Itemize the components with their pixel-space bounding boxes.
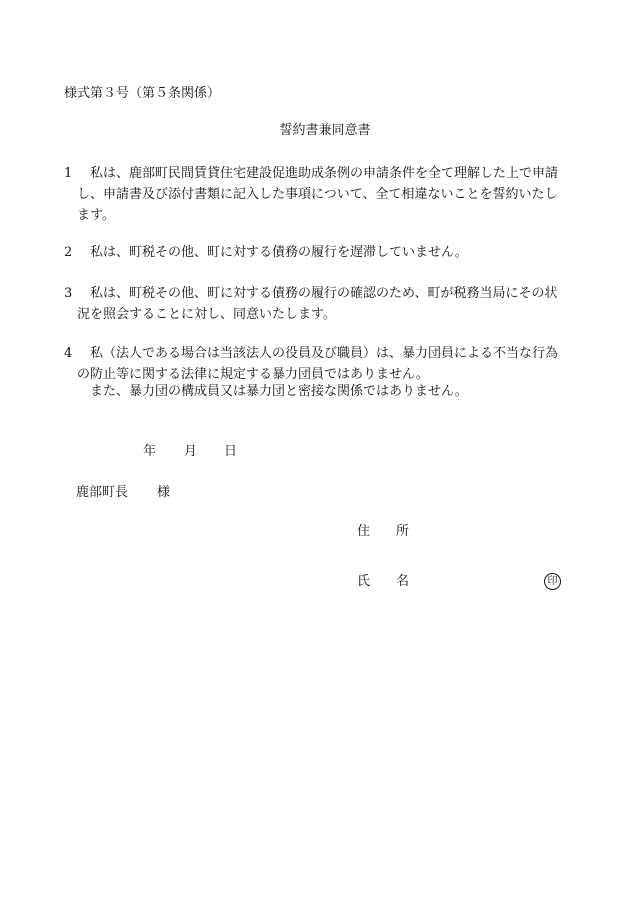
addressee-honorific: 様	[157, 485, 171, 500]
clause-line: ます。	[77, 208, 115, 223]
clause-number: 4	[64, 346, 73, 361]
clause-number: 1	[64, 166, 73, 181]
clause-line: 私（法人である場合は当該法人の役員及び職員）は、暴力団員による不当な行為	[90, 346, 559, 361]
seal-mark-icon: 印	[544, 573, 561, 590]
clause-number: 2	[64, 245, 73, 260]
clause-line: し、申請書及び添付書類に記入した事項について、全て相違ないことを誓約いたし	[77, 187, 558, 202]
addressee-name: 鹿部町長	[76, 485, 129, 500]
document-title: 誓約書兼同意書	[279, 123, 371, 138]
clause-line: の防止等に関する法律に規定する暴力団員ではありません。	[77, 367, 429, 382]
clause-line: 況を照会することに対し、同意いたします。	[77, 307, 336, 322]
clause-number: 3	[64, 286, 73, 301]
name-label: 氏 名	[357, 574, 410, 589]
date-day-label: 日	[224, 444, 238, 459]
address-label: 住 所	[357, 524, 410, 539]
clause-line: 私は、町税その他、町に対する債務の履行の確認のため、町が税務当局にその状	[90, 286, 558, 301]
clause-line: また、暴力団の構成員又は暴力団と密接な関係ではありません。	[90, 384, 468, 399]
form-number: 様式第３号（第５条関係）	[64, 86, 221, 101]
clause-line: 私は、鹿部町民間賃貸住宅建設促進助成条例の申請条件を全て理解した上で申請	[90, 166, 559, 181]
date-month-label: 月	[184, 444, 198, 459]
date-year-label: 年	[143, 444, 157, 459]
clause-line: 私は、町税その他、町に対する債務の履行を遅滞していません。	[90, 245, 468, 260]
